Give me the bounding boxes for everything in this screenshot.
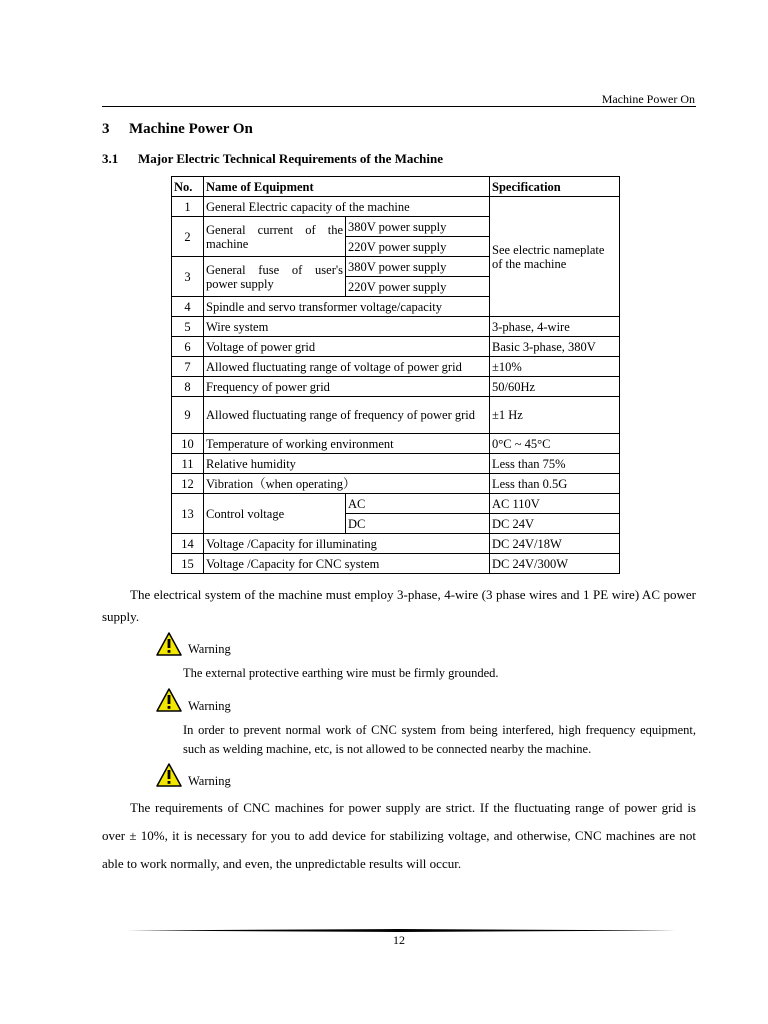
row-name: Frequency of power grid [204, 377, 490, 397]
row-number: 1 [172, 197, 204, 217]
table-row [172, 397, 620, 434]
row-spec: 3-phase, 4-wire [490, 317, 620, 337]
row-spec: Basic 3-phase, 380V [490, 337, 620, 357]
row-number: 10 [172, 434, 204, 454]
row-sub-cell: 380V power supply [346, 257, 490, 277]
row-name: Relative humidity [204, 454, 490, 474]
table-row [172, 534, 620, 554]
table-row [172, 197, 620, 217]
row-number: 4 [172, 297, 204, 317]
header-name: Name of Equipment [204, 177, 490, 197]
row-number: 5 [172, 317, 204, 337]
row-number: 8 [172, 377, 204, 397]
row-number: 11 [172, 454, 204, 474]
row-number: 13 [172, 494, 204, 534]
row-name: Voltage /Capacity for CNC system [204, 554, 490, 574]
warning-triangle-icon [156, 763, 182, 787]
row-spec: ±1 Hz [490, 397, 620, 434]
warning-label: Warning [188, 699, 231, 713]
table-row [172, 434, 620, 454]
table-row [172, 317, 620, 337]
table-row [172, 494, 620, 514]
row-name: Voltage /Capacity for illuminating [204, 534, 490, 554]
row-spec: 50/60Hz [490, 377, 620, 397]
row-number: 3 [172, 257, 204, 297]
row-sub-cell: 220V power supply [346, 277, 490, 297]
merged-spec-cell: See electric nameplate of the machine [490, 197, 620, 317]
subsection-heading: Major Electric Technical Requirements of the Machine [138, 151, 443, 166]
row-number: 7 [172, 357, 204, 377]
row-spec: ±10% [490, 357, 620, 377]
row-spec: DC 24V/18W [490, 534, 620, 554]
table-row [172, 454, 620, 474]
row-sub-cell: 220V power supply [346, 237, 490, 257]
row-spec: Less than 0.5G [490, 474, 620, 494]
warning-triangle-icon [156, 632, 182, 656]
row-spec: Less than 75% [490, 454, 620, 474]
row-number: 2 [172, 217, 204, 257]
page-number: 12 [393, 933, 405, 947]
row-sub-cell: DC [346, 514, 490, 534]
section-number: 3 [102, 121, 110, 137]
row-spec: AC 110V [490, 494, 620, 514]
row-name: Vibration（when operating） [204, 474, 490, 494]
table-row [172, 554, 620, 574]
row-name: Temperature of working environment [204, 434, 490, 454]
row-name: Wire system [204, 317, 490, 337]
header-rule [102, 106, 696, 107]
row-name: General current of the machine [204, 217, 346, 257]
table-row [172, 377, 620, 397]
warning-label: Warning [188, 642, 231, 656]
warning-label: Warning [188, 774, 231, 788]
row-sub-cell: AC [346, 494, 490, 514]
section-heading: Machine Power On [129, 121, 253, 137]
running-header: Machine Power On [601, 92, 695, 106]
row-name: Control voltage [204, 494, 346, 534]
spec-table [171, 176, 620, 574]
table-row [172, 337, 620, 357]
header-no: No. [172, 177, 204, 197]
subsection-number: 3.1 [102, 151, 119, 166]
power-supply-paragraph: The electrical system of the machine must employ 3-phase, 4-wire (3 phase wires and 1 PE wire) AC power supply. [102, 587, 696, 624]
row-number: 15 [172, 554, 204, 574]
row-name: Voltage of power grid [204, 337, 490, 357]
row-number: 9 [172, 397, 204, 434]
row-spec: 0°C ~ 45°C [490, 434, 620, 454]
warning-triangle-icon [156, 688, 182, 712]
row-name: Allowed fluctuating range of voltage of power grid [204, 357, 490, 377]
table-header-row [172, 177, 620, 197]
warning-text: In order to prevent normal work of CNC system from being interfered, high frequency equipment, such as welding machine, etc, is not allowed to be connected nearby the machine. [183, 723, 696, 756]
warning-text: The external protective earthing wire must be firmly grounded. [183, 666, 499, 680]
power-requirements-paragraph: The requirements of CNC machines for power supply are strict. If the fluctuating range of power grid is over ± 10%, it is necessary for you to add device for stabilizing voltage, and otherwise, CNC machines are not able to work normally, and even, the unpredictable results will occur. [102, 800, 696, 871]
row-number: 12 [172, 474, 204, 494]
row-spec: DC 24V/300W [490, 554, 620, 574]
row-number: 14 [172, 534, 204, 554]
header-spec: Specification [490, 177, 620, 197]
row-sub-cell: 380V power supply [346, 217, 490, 237]
row-name: Spindle and servo transformer voltage/capacity [204, 297, 490, 317]
row-number: 6 [172, 337, 204, 357]
row-name: General fuse of user's power supply [204, 257, 346, 297]
row-name: General Electric capacity of the machine [204, 197, 490, 217]
subsection-title [102, 151, 443, 167]
table-row [172, 474, 620, 494]
table-row [172, 357, 620, 377]
row-spec: DC 24V [490, 514, 620, 534]
section-title [102, 121, 253, 138]
row-name: Allowed fluctuating range of frequency of power grid [204, 397, 490, 434]
footer-rule [121, 929, 676, 932]
